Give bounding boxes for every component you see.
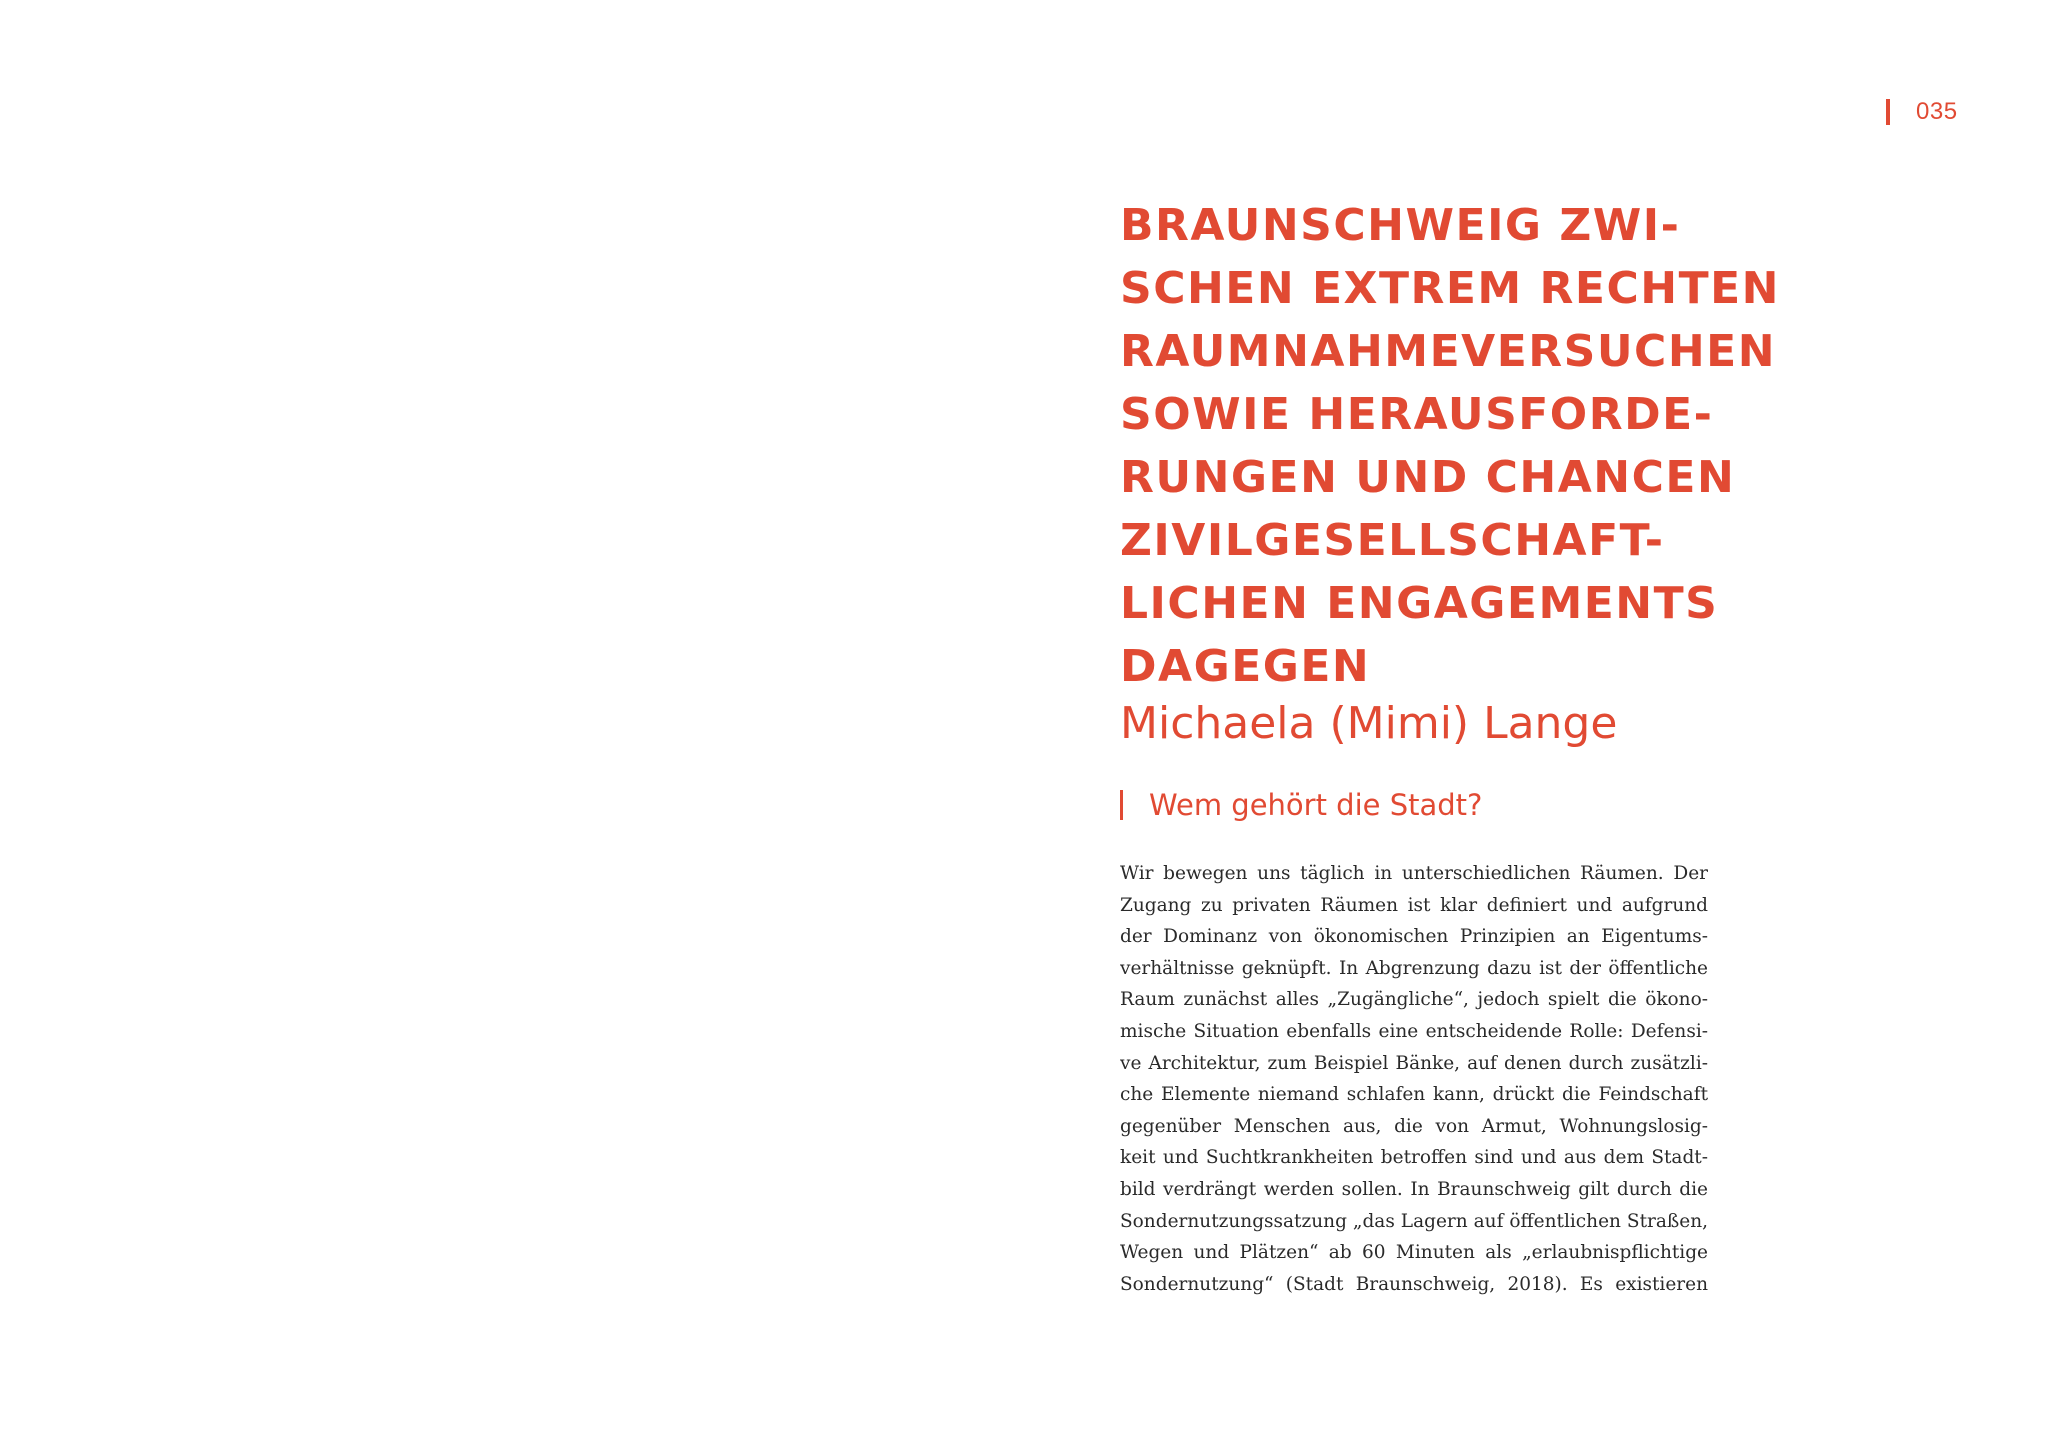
body-line: mische Situation ebenfalls eine entscheidende Rolle: Defensi- bbox=[1120, 1020, 1708, 1042]
section-heading bbox=[1120, 788, 1482, 822]
body-line: Wir bewegen uns täglich in unterschiedlichen Räumen. Der bbox=[1120, 863, 1708, 884]
body-line: Sondernutzungssatzung „das Lagern auf öffentlichen Straßen, bbox=[1120, 1210, 1708, 1232]
title-line: RAUMNAHMEVERSUCHEN bbox=[1120, 326, 1777, 377]
title-line: SCHEN EXTREM RECHTEN bbox=[1120, 263, 1780, 314]
title-line: LICHEN ENGAGEMENTS bbox=[1120, 578, 1719, 629]
author-name: Michaela (Mimi) Lange bbox=[1120, 698, 1618, 749]
body-line: der Dominanz von ökonomischen Prinzipien an Eigentums- bbox=[1120, 926, 1708, 948]
body-line: verhältnisse geknüpft. In Abgrenzung dazu ist der öffentliche bbox=[1120, 957, 1708, 979]
body-line: Zugang zu privaten Räumen ist klar definiert und aufgrund bbox=[1120, 894, 1708, 916]
article-title bbox=[1120, 194, 1780, 698]
title-line: ZIVILGESELLSCHAFT- bbox=[1120, 515, 1665, 566]
page-number-divider bbox=[1886, 99, 1890, 125]
body-line: Sondernutzung“ (Stadt Braunschweig, 2018). Es existieren bbox=[1120, 1273, 1708, 1295]
title-line: SOWIE HERAUSFORDE- bbox=[1120, 389, 1714, 440]
body-line: Raum zunächst alles „Zugängliche“, jedoch spielt die ökono- bbox=[1120, 989, 1708, 1011]
title-line: RUNGEN UND CHANCEN bbox=[1120, 452, 1736, 503]
body-line: ve Architektur, zum Beispiel Bänke, auf denen durch zusätzli- bbox=[1120, 1052, 1708, 1074]
title-line: DAGEGEN bbox=[1120, 641, 1371, 692]
page-number-block bbox=[1886, 98, 1958, 126]
page-number: 035 bbox=[1916, 98, 1958, 125]
body-paragraph bbox=[1120, 858, 1708, 1300]
body-line: bild verdrängt werden sollen. In Braunschweig gilt durch die bbox=[1120, 1178, 1708, 1200]
body-line: gegenüber Menschen aus, die von Armut, Wohnungslosig- bbox=[1120, 1115, 1708, 1137]
section-title: Wem gehört die Stadt? bbox=[1149, 788, 1483, 822]
body-line: Wegen und Plätzen“ ab 60 Minuten als „erlaubnispflichtige bbox=[1120, 1242, 1708, 1264]
title-line: BRAUNSCHWEIG ZWI- bbox=[1120, 200, 1681, 251]
body-line: keit und Suchtkrankheiten betroffen sind und aus dem Stadt- bbox=[1120, 1147, 1708, 1169]
section-divider bbox=[1120, 790, 1123, 820]
body-line: che Elemente niemand schlafen kann, drückt die Feindschaft bbox=[1120, 1084, 1708, 1106]
